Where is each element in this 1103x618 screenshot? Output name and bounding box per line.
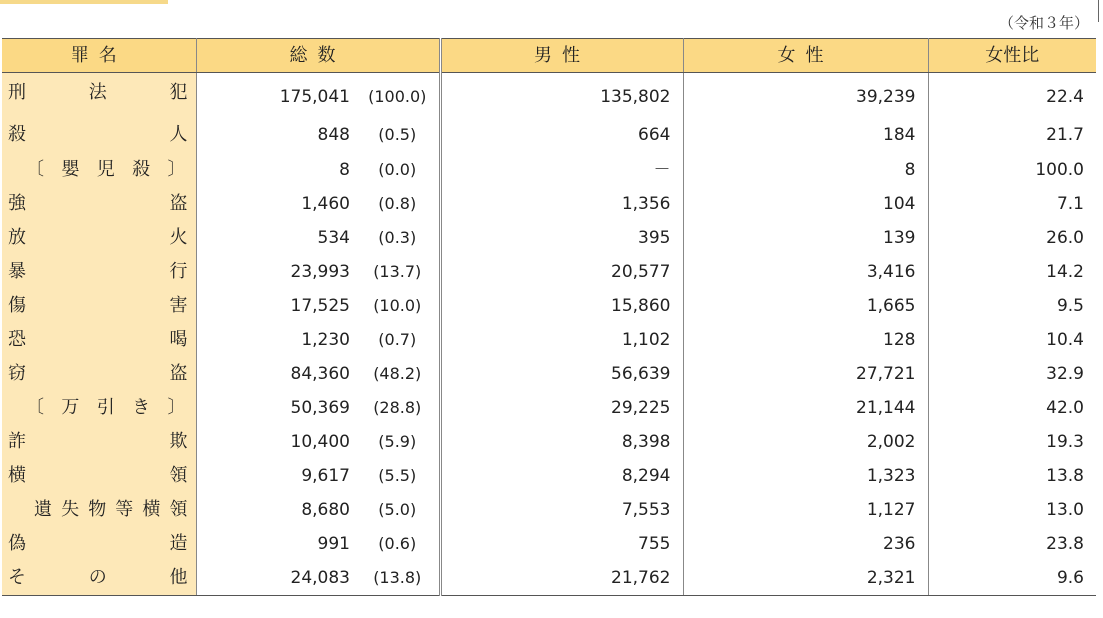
crime-name	[8, 561, 188, 595]
crime-name-char: 造	[169, 533, 188, 554]
crime-name	[8, 255, 188, 289]
crime-name-char: 放	[8, 227, 26, 248]
table-row	[2, 117, 1096, 153]
crime-name-cell	[2, 221, 196, 255]
crime-name-char: 領	[169, 499, 188, 520]
crime-name-char: 害	[169, 295, 188, 316]
female-ratio-cell: 19.3	[1046, 432, 1084, 452]
male-count-cell: 395	[440, 221, 683, 255]
crime-name-cell	[2, 493, 196, 527]
crime-name-char: 横	[8, 465, 26, 486]
share-percent-cell: (0.3)	[356, 221, 440, 255]
female-ratio-cell: 13.0	[1046, 500, 1084, 520]
crime-name-char: 物	[88, 499, 107, 520]
top-color-strip	[0, 0, 168, 4]
female-count-cell: 128	[683, 323, 928, 357]
total-count-cell: 8,680	[301, 500, 350, 520]
crime-name-char: 他	[169, 567, 188, 588]
crime-name-char: 等	[115, 499, 134, 520]
crime-name-cell	[2, 117, 196, 153]
total-count-cell: 991	[317, 534, 350, 554]
crime-name-cell	[2, 323, 196, 357]
crime-name-char: 〕	[167, 397, 186, 418]
crime-name-char: 児	[96, 159, 115, 180]
male-count-cell: 1,102	[440, 323, 683, 357]
crime-name-char: 強	[8, 193, 26, 214]
total-count-cell: 848	[317, 125, 350, 145]
crime-name	[8, 289, 188, 323]
total-count-cell: 8	[339, 160, 350, 180]
share-percent-cell: (0.8)	[356, 187, 440, 221]
crime-name	[8, 459, 188, 493]
male-count-cell: －	[440, 153, 683, 187]
crime-name-char: の	[88, 567, 107, 588]
crime-name-cell	[2, 153, 196, 187]
crime-name-char: 遺	[34, 499, 52, 520]
total-count-cell: 175,041	[279, 87, 350, 107]
crime-name-char: 喝	[169, 329, 188, 350]
female-count-cell: 236	[683, 527, 928, 561]
crime-name	[8, 323, 188, 357]
share-percent-cell: (0.5)	[356, 117, 440, 153]
female-ratio-cell: 26.0	[1046, 228, 1084, 248]
female-count-cell: 184	[683, 117, 928, 153]
crime-name-char: 盗	[169, 193, 188, 214]
table-row	[2, 221, 1096, 255]
crime-name-char: 暴	[8, 261, 26, 282]
right-edge-rule	[1098, 0, 1099, 22]
female-ratio-cell: 100.0	[1035, 160, 1084, 180]
female-count-cell: 3,416	[683, 255, 928, 289]
header-crime-name: 罪名	[2, 39, 196, 73]
table-row	[2, 289, 1096, 323]
crime-name-cell	[2, 527, 196, 561]
crime-name	[8, 221, 188, 255]
share-percent-cell: (5.9)	[356, 425, 440, 459]
share-percent-cell: (48.2)	[356, 357, 440, 391]
female-ratio-cell: 32.9	[1046, 364, 1084, 384]
crime-name-char: 法	[88, 82, 107, 103]
female-count-cell: 21,144	[683, 391, 928, 425]
crime-name-char: 窃	[8, 363, 26, 384]
table-row	[2, 187, 1096, 221]
crime-name-cell	[2, 187, 196, 221]
crime-name	[8, 117, 188, 153]
crime-name-char: 行	[169, 261, 188, 282]
female-count-cell: 1,665	[683, 289, 928, 323]
female-ratio-cell: 23.8	[1046, 534, 1084, 554]
male-count-cell: 15,860	[440, 289, 683, 323]
total-count-cell: 534	[317, 228, 350, 248]
table-row	[2, 493, 1096, 527]
total-count-cell: 9,617	[301, 466, 350, 486]
header-female: 女性	[683, 39, 928, 73]
male-count-cell: 21,762	[440, 561, 683, 596]
crime-name-char: 領	[169, 465, 188, 486]
female-ratio-cell: 13.8	[1046, 466, 1084, 486]
header-total: 総数	[196, 39, 440, 73]
table-row	[2, 73, 1096, 118]
male-count-cell: 56,639	[440, 357, 683, 391]
crime-name-cell	[2, 357, 196, 391]
table-row	[2, 255, 1096, 289]
crime-name	[8, 153, 188, 187]
crime-name-char: 万	[61, 397, 80, 418]
share-percent-cell: (0.0)	[356, 153, 440, 187]
total-count-cell: 1,230	[301, 330, 350, 350]
male-count-cell: 29,225	[440, 391, 683, 425]
total-count-cell: 50,369	[290, 398, 350, 418]
share-percent-cell: (100.0)	[356, 73, 440, 118]
male-count-cell: 755	[440, 527, 683, 561]
crime-name-char: 嬰	[61, 159, 80, 180]
header-row	[2, 39, 1096, 73]
table-row	[2, 527, 1096, 561]
table-row	[2, 323, 1096, 357]
male-count-cell: 20,577	[440, 255, 683, 289]
table-row	[2, 561, 1096, 596]
female-count-cell: 39,239	[683, 73, 928, 118]
crime-name	[8, 493, 188, 527]
crime-name-char: 失	[61, 499, 80, 520]
crime-name-char: 〔	[26, 159, 44, 180]
total-count-cell: 84,360	[290, 364, 350, 384]
crime-name-cell	[2, 425, 196, 459]
crime-name-cell	[2, 459, 196, 493]
crime-name	[8, 187, 188, 221]
share-percent-cell: (0.6)	[356, 527, 440, 561]
crime-name-char: 〔	[26, 397, 44, 418]
crime-name-char: 人	[169, 124, 188, 145]
crime-name-char: 殺	[8, 124, 26, 145]
share-percent-cell: (13.8)	[356, 561, 440, 596]
table-row	[2, 459, 1096, 493]
male-count-cell: 135,802	[440, 73, 683, 118]
total-count-cell: 1,460	[301, 194, 350, 214]
male-count-cell: 664	[440, 117, 683, 153]
header-female-ratio: 女性比	[928, 39, 1096, 73]
male-count-cell: 7,553	[440, 493, 683, 527]
male-count-cell: 8,398	[440, 425, 683, 459]
crime-name-char: 詐	[8, 431, 26, 452]
table-row	[2, 425, 1096, 459]
female-count-cell: 104	[683, 187, 928, 221]
female-ratio-cell: 14.2	[1046, 262, 1084, 282]
share-percent-cell: (0.7)	[356, 323, 440, 357]
crime-name-cell	[2, 289, 196, 323]
female-ratio-cell: 42.0	[1046, 398, 1084, 418]
crime-name-char: 恐	[8, 329, 26, 350]
female-ratio-cell: 9.5	[1056, 296, 1084, 316]
share-percent-cell: (10.0)	[356, 289, 440, 323]
female-ratio-cell: 21.7	[1046, 125, 1084, 145]
female-count-cell: 1,127	[683, 493, 928, 527]
crime-name-char: 傷	[8, 295, 26, 316]
female-ratio-cell: 22.4	[1046, 87, 1084, 107]
crime-name-char: 刑	[8, 82, 26, 103]
total-count-cell: 17,525	[290, 296, 350, 316]
crime-name-cell	[2, 73, 196, 118]
female-count-cell: 1,323	[683, 459, 928, 493]
header-male: 男性	[440, 39, 683, 73]
crime-name	[8, 527, 188, 561]
crime-name-char: 横	[142, 499, 161, 520]
share-percent-cell: (13.7)	[356, 255, 440, 289]
share-percent-cell: (5.5)	[356, 459, 440, 493]
table-row	[2, 153, 1096, 187]
crime-name-char: 犯	[169, 82, 188, 103]
crime-name-cell	[2, 255, 196, 289]
crime-name-char: 偽	[8, 533, 26, 554]
crime-name	[8, 73, 188, 113]
female-ratio-cell: 10.4	[1046, 330, 1084, 350]
crime-name-char: 殺	[132, 159, 151, 180]
male-count-cell: 8,294	[440, 459, 683, 493]
male-count-cell: 1,356	[440, 187, 683, 221]
female-count-cell: 2,321	[683, 561, 928, 596]
table-body	[2, 73, 1096, 596]
total-count-cell: 24,083	[196, 561, 356, 596]
crime-gender-table	[2, 38, 1096, 596]
female-count-cell: 27,721	[683, 357, 928, 391]
crime-name-char: そ	[8, 567, 26, 588]
female-count-cell: 139	[683, 221, 928, 255]
crime-name-char: き	[132, 397, 151, 418]
crime-name-cell	[2, 561, 196, 596]
share-percent-cell: (28.8)	[356, 391, 440, 425]
share-percent-cell: (5.0)	[356, 493, 440, 527]
total-count-cell: 23,993	[290, 262, 350, 282]
crime-name-char: 引	[96, 397, 115, 418]
crime-name-char: 〕	[167, 159, 186, 180]
crime-name	[8, 425, 188, 459]
table-row	[2, 357, 1096, 391]
crime-name-char: 欺	[169, 431, 188, 452]
total-count-cell: 10,400	[290, 432, 350, 452]
female-ratio-cell: 7.1	[1056, 194, 1084, 214]
crime-name-char: 盗	[169, 363, 188, 384]
era-note: （令和３年）	[998, 14, 1089, 32]
female-count-cell: 2,002	[683, 425, 928, 459]
crime-name	[8, 391, 188, 425]
crime-name-char: 火	[169, 227, 188, 248]
female-ratio-cell: 9.6	[928, 561, 1096, 596]
table-row	[2, 391, 1096, 425]
crime-name-cell	[2, 391, 196, 425]
female-count-cell: 8	[683, 153, 928, 187]
crime-name	[8, 357, 188, 391]
